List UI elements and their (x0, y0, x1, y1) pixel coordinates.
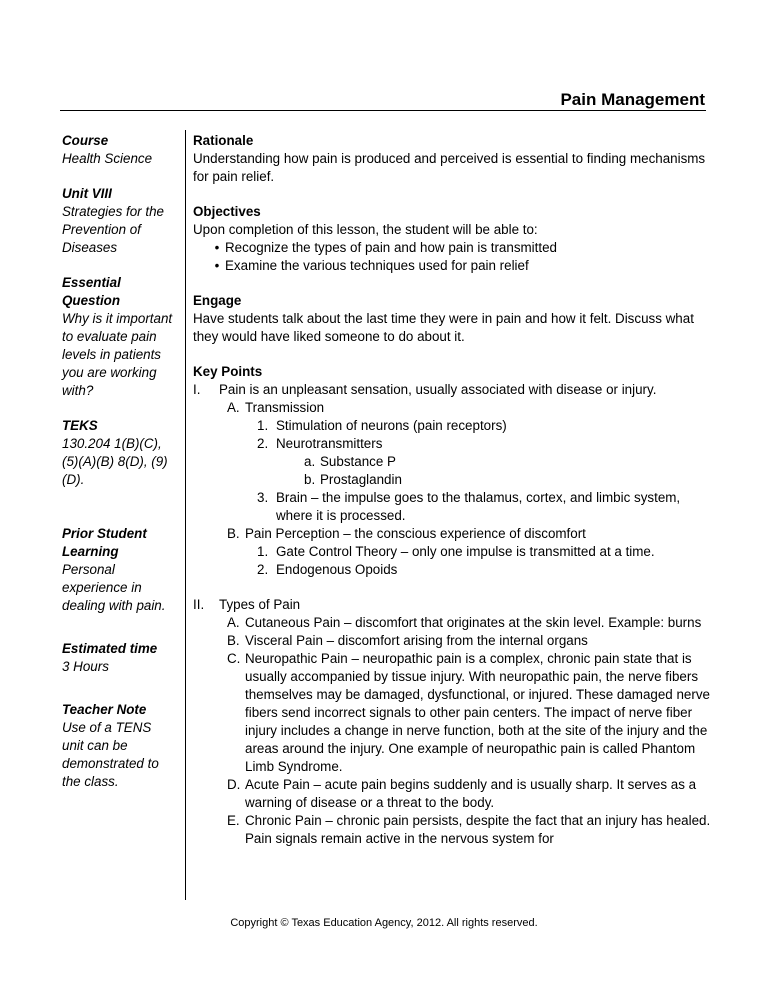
outline-marker: B. (227, 633, 240, 648)
outline-item (193, 453, 713, 471)
outline-marker: 2. (257, 562, 269, 577)
outline-item (193, 471, 713, 489)
outline-text: Pain Perception – the conscious experience of discomfort (245, 526, 586, 541)
bullet-icon: • (214, 240, 220, 255)
title-rule (60, 110, 706, 111)
rationale-section (193, 132, 713, 186)
estimated-time-label: Estimated time (62, 641, 158, 656)
unit-block (62, 185, 176, 257)
rationale-heading: Rationale (193, 133, 254, 148)
outline-item (193, 525, 713, 543)
objectives-section (193, 203, 713, 275)
outline-text: Cutaneous Pain – discomfort that originates at the skin level. Example: burns (245, 615, 702, 630)
outline-marker: 1. (257, 418, 269, 433)
outline-text: Prostaglandin (320, 472, 402, 487)
copyright-footer: Copyright © Texas Education Agency, 2012. All rights reserved. (230, 917, 538, 929)
objective-text: Recognize the types of pain and how pain is transmitted (225, 240, 557, 255)
page-title: Pain Management (560, 90, 705, 109)
outline-marker: D. (227, 777, 241, 792)
outline-text: Substance P (320, 454, 396, 469)
outline-item (193, 650, 713, 776)
estimated-time-value: 3 Hours (62, 659, 109, 674)
essential-question-block (62, 274, 176, 400)
outline-item (193, 561, 713, 579)
outline-text: Pain is an unpleasant sensation, usually associated with disease or injury. (219, 382, 657, 397)
teks-label: TEKS (62, 418, 98, 433)
outline-text: Acute Pain – acute pain begins suddenly and is usually sharp. It serves as a warning of disease or a threat to the body. (245, 777, 697, 810)
objectives-heading: Objectives (193, 204, 261, 219)
outline-marker: b. (304, 472, 316, 487)
outline-item (193, 614, 713, 632)
outline-text: Chronic Pain – chronic pain persists, despite the fact that an injury has healed. Pain signals remain active in the nervous system for (245, 813, 711, 846)
unit-value: Strategies for the Prevention of Diseases (62, 204, 164, 255)
outline-marker: E. (227, 813, 240, 828)
outline-item (193, 543, 713, 561)
engage-text: Have students talk about the last time they were in pain and how it felt. Discuss what they would have liked someone to do about it. (193, 311, 694, 344)
teacher-note-value: Use of a TENS unit can be demonstrated to the class. (62, 720, 159, 789)
prior-learning-value: Personal experience in dealing with pain. (62, 562, 166, 613)
outline-marker: B. (227, 526, 240, 541)
outline-marker: I. (193, 382, 201, 397)
outline-text: Visceral Pain – discomfort arising from the internal organs (245, 633, 588, 648)
outline-item (193, 776, 713, 812)
main-content (193, 132, 713, 848)
sidebar (62, 132, 176, 808)
outline-text: Neurotransmitters (276, 436, 383, 451)
course-label: Course (62, 133, 109, 148)
outline-text: Types of Pain (219, 597, 301, 612)
outline-text: Gate Control Theory – only one impulse is transmitted at a time. (276, 544, 655, 559)
course-block (62, 132, 176, 168)
bullet-icon: • (214, 258, 220, 273)
teacher-note-block (62, 701, 176, 791)
teks-block (62, 417, 176, 489)
column-divider (185, 130, 186, 900)
outline-marker: 1. (257, 544, 269, 559)
outline-marker: II. (193, 597, 205, 612)
engage-heading: Engage (193, 293, 242, 308)
outline-marker: a. (304, 454, 316, 469)
outline-item (193, 399, 713, 417)
outline-marker: 3. (257, 490, 269, 505)
prior-learning-label: Prior Student Learning (62, 526, 147, 559)
outline-text: Stimulation of neurons (pain receptors) (276, 418, 507, 433)
outline-text: Brain – the impulse goes to the thalamus, cortex, and limbic system, where it is processed. (276, 490, 681, 523)
rationale-text: Understanding how pain is produced and perceived is essential to finding mechanisms for pain relief. (193, 151, 706, 184)
teacher-note-label: Teacher Note (62, 702, 147, 717)
outline-text: Endogenous Opoids (276, 562, 398, 577)
engage-section (193, 292, 713, 346)
outline-text: Neuropathic Pain – neuropathic pain is a complex, chronic pain state that is usually accompanied by tissue injury. With neuropathic pain, the nerve fibers themselves may be damaged, dysfunctional, or injured. These damaged nerve fibers send incorrect signals to other pain centers. The impact of nerve fiber injury includes a change in nerve function, both at the site of the injury and the areas around the injury. One example of neuropathic pain is called Phantom Limb Syndrome. (245, 651, 710, 774)
outline-item (193, 435, 713, 453)
essential-question-label: Essential Question (62, 275, 121, 308)
objective-item (193, 239, 713, 257)
outline-item (193, 632, 713, 650)
unit-label: Unit VIII (62, 186, 112, 201)
teks-value: 130.204 1(B)(C),(5)(A)(B) 8(D), (9)(D). (62, 436, 168, 487)
outline-item (193, 417, 713, 435)
outline-marker: 2. (257, 436, 269, 451)
outline-item (193, 596, 713, 614)
objectives-intro: Upon completion of this lesson, the student will be able to: (193, 222, 538, 237)
objective-text: Examine the various techniques used for pain relief (225, 258, 529, 273)
estimated-time-block (62, 640, 176, 676)
outline-marker: A. (227, 615, 240, 630)
course-value: Health Science (62, 151, 153, 166)
outline-text: Transmission (245, 400, 325, 415)
essential-question-value: Why is it important to evaluate pain levels in patients you are working with? (62, 311, 173, 398)
key-points-heading: Key Points (193, 364, 263, 379)
outline-item (193, 489, 713, 525)
prior-learning-block (62, 525, 176, 615)
outline-marker: A. (227, 400, 240, 415)
outline-marker: C. (227, 651, 241, 666)
spacer (193, 579, 713, 596)
outline-item (193, 812, 713, 848)
key-points-section (193, 363, 713, 848)
objective-item (193, 257, 713, 275)
outline-item (193, 381, 713, 399)
